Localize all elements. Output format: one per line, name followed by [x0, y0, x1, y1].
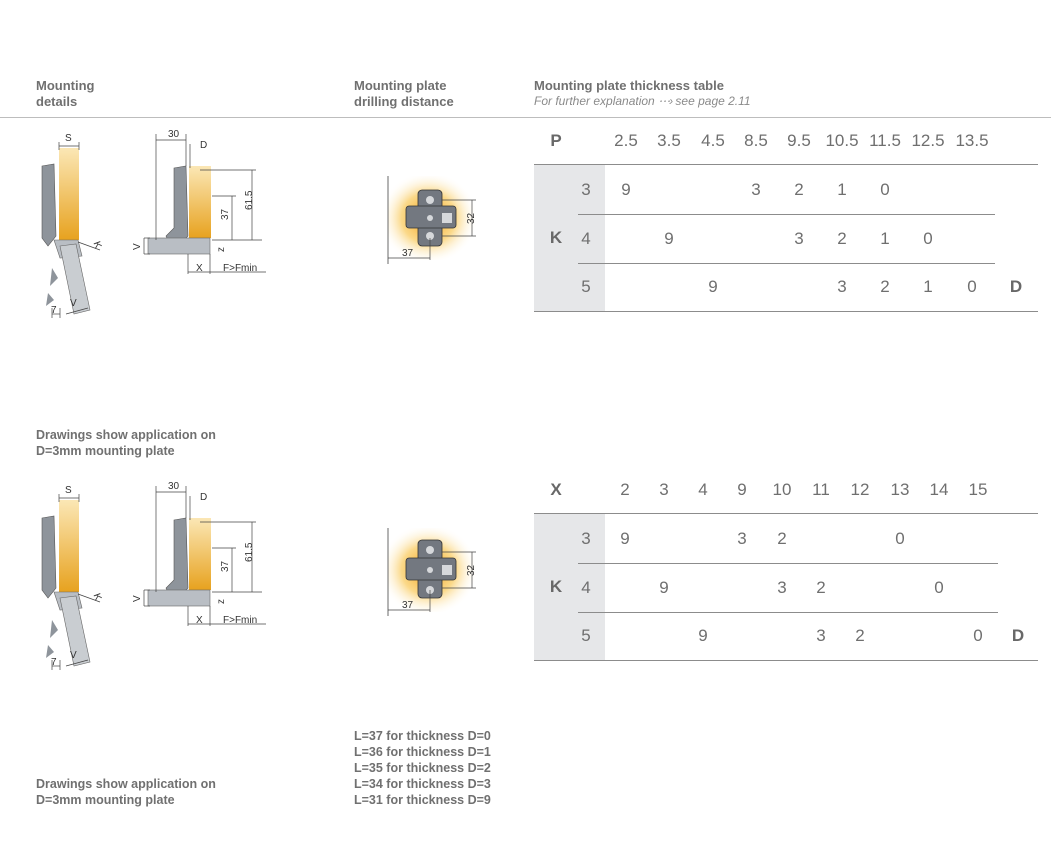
- k-label: K: [549, 577, 563, 596]
- label-v-side: V: [132, 595, 143, 602]
- col-header: 8.5: [744, 131, 768, 150]
- table-cell: 0: [895, 529, 905, 548]
- thickness-table-p: [534, 120, 1044, 320]
- col-header: 12: [850, 480, 870, 499]
- l-list-item: L=37 for thickness D=0: [354, 729, 491, 743]
- l-list-item: L=36 for thickness D=1: [354, 745, 491, 759]
- door-panel: [59, 148, 79, 240]
- table-cell: 0: [973, 626, 983, 645]
- row-k-value: 4: [581, 578, 591, 597]
- label-x: X: [196, 615, 203, 626]
- col-header: 11.5: [869, 131, 901, 150]
- door-panel: [59, 500, 79, 592]
- label-f-fmin: F>Fmin: [223, 263, 258, 274]
- label-7: 7: [51, 657, 57, 668]
- drawings-note-2: Drawings show application on D=3mm mounting plate: [36, 777, 216, 807]
- d-label: D: [1011, 626, 1025, 645]
- label-37-plate: 37: [402, 248, 414, 259]
- table-cell: 9: [659, 578, 669, 597]
- col-header: 4: [698, 480, 708, 499]
- label-37: 37: [220, 560, 231, 572]
- hinge-body: [166, 518, 188, 598]
- table-cell: 0: [934, 578, 944, 597]
- hinge-front-drawing-1: [130, 128, 270, 278]
- label-v-side: V: [132, 243, 143, 250]
- thickness-table-x: [534, 469, 1044, 669]
- label-k: K: [90, 592, 104, 603]
- table-cell: 9: [664, 229, 674, 248]
- label-32: 32: [466, 564, 477, 576]
- label-61-5: 61.5: [244, 190, 255, 210]
- k-label: K: [549, 228, 563, 247]
- hinge-front-drawing-2: [130, 480, 270, 630]
- label-30: 30: [168, 481, 180, 492]
- label-v: V: [70, 298, 77, 309]
- table-cell: 9: [621, 180, 631, 199]
- col-header: 11: [812, 480, 830, 499]
- header-divider: [0, 117, 1051, 118]
- col-header: 10: [772, 480, 792, 499]
- col-header: 4.5: [701, 131, 725, 150]
- hinge-side-drawing-2: [30, 480, 120, 675]
- col-header: 9: [737, 480, 747, 499]
- arrow-icon: ⋯›: [658, 94, 673, 108]
- mounting-plate-drawing-1: [380, 168, 490, 268]
- row-k-value: 3: [581, 180, 591, 199]
- table-cell: 3: [751, 180, 761, 199]
- table-cell: 2: [880, 277, 890, 296]
- label-x: X: [196, 263, 203, 274]
- label-61-5: 61.5: [244, 542, 255, 562]
- table-header-label: P: [550, 131, 562, 150]
- table-cell: 0: [880, 180, 890, 199]
- col-header: 13: [890, 480, 910, 499]
- l-list-item: L=35 for thickness D=2: [354, 761, 491, 775]
- label-7: 7: [51, 305, 57, 316]
- col-header: 15: [968, 480, 988, 499]
- mounting-plate: [148, 238, 210, 254]
- table-cell: 2: [816, 578, 826, 597]
- col-header: 3: [659, 480, 669, 499]
- table-cell: 0: [967, 277, 977, 296]
- hinge-body: [166, 166, 188, 246]
- table-cell: 0: [923, 229, 933, 248]
- table-cell: 3: [816, 626, 826, 645]
- table-cell: 9: [698, 626, 708, 645]
- drilling-distance-heading: Mounting plate drilling distance: [354, 78, 454, 109]
- table-cell: 1: [837, 180, 847, 199]
- col-header: 9.5: [787, 131, 811, 150]
- door-panel: [189, 166, 211, 238]
- col-header: 14: [929, 480, 949, 499]
- table-cell: 3: [837, 277, 847, 296]
- table-cell: 2: [794, 180, 804, 199]
- table-cell: 2: [837, 229, 847, 248]
- drawings-note-1: Drawings show application on D=3mm mounting plate: [36, 428, 216, 458]
- col-header: 3.5: [657, 131, 681, 150]
- hinge-arm: [42, 164, 56, 246]
- label-37-plate: 37: [402, 600, 414, 611]
- table-cell: 9: [708, 277, 718, 296]
- table-cell: 1: [880, 229, 890, 248]
- col-header: 12.5: [911, 131, 945, 150]
- col-header: 10.5: [825, 131, 859, 150]
- l-list-item: L=31 for thickness D=9: [354, 793, 491, 807]
- explanation-line: For further explanation ⋯› see page 2.11: [534, 94, 751, 108]
- col-header: 2: [620, 480, 630, 499]
- table-cell: 2: [855, 626, 865, 645]
- row-k-value: 5: [581, 277, 591, 296]
- table-cell: 2: [777, 529, 787, 548]
- label-30: 30: [168, 129, 180, 140]
- label-d: D: [200, 140, 208, 151]
- col-header: 2.5: [614, 131, 638, 150]
- label-f-fmin: F>Fmin: [223, 615, 258, 626]
- table-cell: 3: [777, 578, 787, 597]
- label-k: K: [90, 240, 104, 251]
- mounting-plate: [148, 590, 210, 606]
- row-k-value: 4: [581, 229, 591, 248]
- label-d: D: [200, 492, 208, 503]
- label-s: S: [65, 485, 72, 496]
- d-label: D: [1009, 277, 1023, 296]
- table-cell: 1: [923, 277, 933, 296]
- table-cell: 3: [794, 229, 804, 248]
- hinge-side-drawing-1: [30, 128, 120, 323]
- hinge-arm: [42, 516, 56, 598]
- label-32: 32: [466, 212, 477, 224]
- table-cell: 3: [737, 529, 747, 548]
- col-header: 13.5: [955, 131, 989, 150]
- label-s: S: [65, 133, 72, 144]
- row-k-value: 5: [581, 626, 591, 645]
- table-header-label: X: [550, 480, 562, 499]
- label-v: V: [70, 650, 77, 661]
- label-z: z: [216, 599, 227, 604]
- l-thickness-list: [354, 728, 491, 808]
- label-37: 37: [220, 208, 231, 220]
- row-k-value: 3: [581, 529, 591, 548]
- table-cell: 9: [620, 529, 630, 548]
- l-list-item: L=34 for thickness D=3: [354, 777, 491, 791]
- mounting-plate-drawing-2: [380, 520, 490, 620]
- mounting-details-heading: Mounting details: [36, 78, 95, 109]
- door-panel: [189, 518, 211, 590]
- label-z: z: [216, 247, 227, 252]
- thickness-table-heading: Mounting plate thickness table For further explanation ⋯› see page 2.11: [534, 78, 751, 108]
